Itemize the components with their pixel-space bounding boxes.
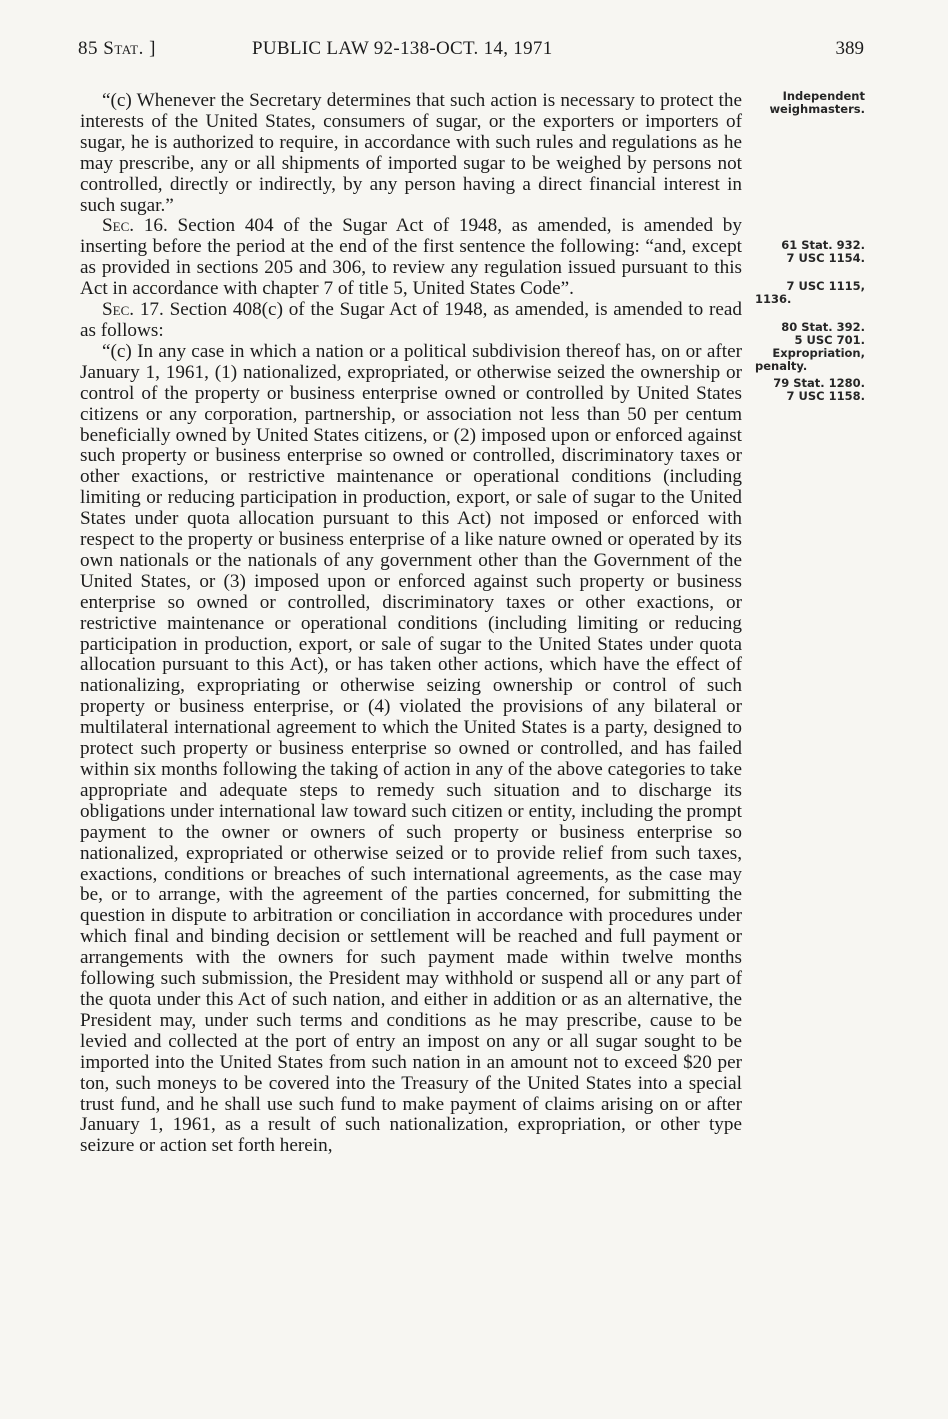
section-17 (80, 300, 742, 342)
section-16 (80, 216, 742, 300)
statute-body (80, 91, 742, 1157)
page-number: 389 (835, 38, 864, 59)
bracket: ] (143, 38, 156, 59)
margin-note-weighmasters: Independent weighmasters. (769, 89, 865, 116)
section-lead: Sec. 16. (102, 215, 168, 237)
volume-reference (78, 38, 156, 60)
subsection-c-expropriation (80, 342, 742, 1157)
section-lead: Sec. 17. (102, 299, 164, 321)
margin-note-expropriation: Expropriation, penalty. (755, 346, 865, 373)
margin-note-79-stat: 79 Stat. 1280. 7 USC 1158. (773, 376, 865, 403)
paragraph-text: “(c) In any case in which a nation or a political subdivision thereof has, on or after January 1, 1961, (1) nationalized, expropriated, or otherwise seized the ownership or control of the property or business enterprise owned or controlled by United States citizens or any corporation, partnership, or association not less than 50 per centum beneficially owned by United States citizens, or (2) imposed upon or enforced against such property or business enterprise so owned or controlled, discriminatory taxes or other exactions, or restrictive maintenance or operational conditions (including limiting or reducing participation in production, export, or sale of sugar to the United States under quota allocation pursuant to this Act) not imposed or enforced with respect to the property or business enterprise of a like nature owned or operated by its own nationals or the nationals of any government other than the Government of the United States, or (3) imposed upon or enforced against such property or business enterprise so owned or controlled, discriminatory taxes or other exactions, or restrictive maintenance or operational conditions (including limiting or reducing participation in production, export, or sale of sugar to the United States under quota allocation pursuant to this Act), or has taken other actions, which have the effect of nationalizing, expropriating or otherwise seizing ownership or control of such property or business enterprise, or (4) violated the provisions of any bilateral or multilateral international agreement to which the United States is a party, designed to protect such property or business enterprise so owned or controlled, and has failed within six months following the taking of action in any of the above categories to take appropriate and adequate steps to remedy such situation and to discharge its obligations under international law toward such citizen or entity, including the prompt payment to the owner or owners of such property or business enterprise so nationalized, expropriated or otherwise seized or to provide relief from such taxes, exactions, conditions or breaches of such international agreements, as the case may be, or to arrange, with the agreement of the parties concerned, for submitting the question in dispute to arbitration or conciliation in accordance with procedures under which final and binding decision or settlement will be reached and full payment or arrangements with the owners for such payment made within twelve months following such submission, the President may withhold or suspend all or any part of the quota under this Act of such nation, and either in addition or as an alternative, the President may, under such terms and conditions as he may prescribe, cause to be levied and collected at the port of entry an impost on any or all sugar sought to be imported into the United States from such nation in an amount not to exceed $20 per ton, such moneys to be covered into the Treasury of the United States into a special trust fund, and he shall use such fund to make payment of claims arising on or after January 1, 1961, as a result of such nationalization, expropriation, or other type seizure or action set forth herein, (80, 340, 742, 1157)
stat-label: Stat. (103, 38, 144, 59)
paragraph-text: Section 404 of the Sugar Act of 1948, as amended, is amended by inserting before the period at the end of the first sentence the following: “and, except as provided in sections 205 and 306, to review any regulation issued pursuant to this Act in accordance with chapter 7 of title 5, United States Code”. (80, 215, 742, 300)
subsection-c-weighing (80, 91, 742, 216)
margin-note-7-usc-1115: 7 USC 1115, 1136. (755, 279, 865, 306)
running-title: PUBLIC LAW 92-138-OCT. 14, 1971 (252, 38, 553, 59)
page-header (78, 38, 878, 68)
margin-note-80-stat: 80 Stat. 392. 5 USC 701. (781, 320, 865, 347)
volume-number: 85 (78, 38, 104, 59)
paragraph-text: “(c) Whenever the Secretary determines that such action is necessary to protect the interests of the United States, consumers of sugar, or the exporters or importers of sugar, he is authorized to require, in accordance with such rules and regulations as he may prescribe, any or all shipments of imported sugar to be weighed by persons not controlled, directly or indirectly, by any person having a direct financial interest in such sugar.” (80, 90, 742, 216)
paragraph-text: Section 408(c) of the Sugar Act of 1948, as amended, is amended to read as follows: (80, 299, 742, 341)
margin-note-61-stat: 61 Stat. 932. 7 USC 1154. (781, 238, 865, 265)
